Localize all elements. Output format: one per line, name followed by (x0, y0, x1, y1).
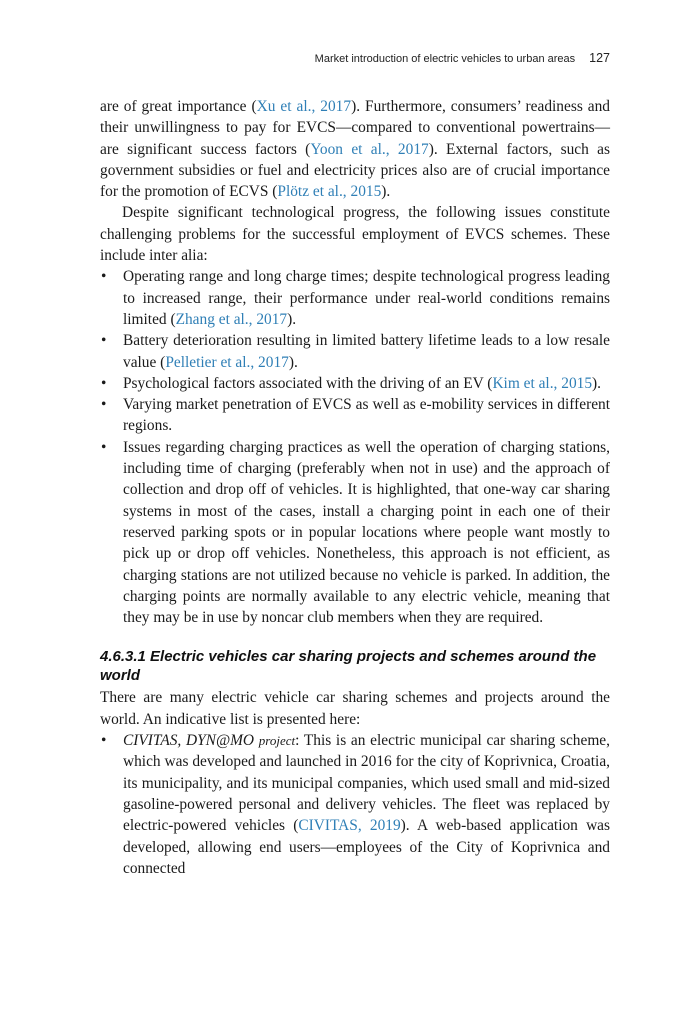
citation-xu-2017[interactable]: Xu et al., 2017 (256, 98, 352, 115)
text: Battery deterioration resulting in limited battery lifetime leads to a low resale value ( (123, 332, 610, 371)
list-item (100, 266, 610, 330)
text: Issues regarding charging practices as well the operation of charging stations, including time of charging (preferably when not in use) and the approach of collection and drop off of vehicles. It is highlighted, that one-way car sharing systems in most of the cases, install a charging point in each one of their reserved parking spots or in popular locations where people want mostly to pick up or drop off vehicles. Nonetheless, this approach is not efficient, as charging stations are not utilized because no vehicle is parked. In addition, the charging points are normally available to any electric vehicle, meaning that they may be in use by noncar club members when they are required. (123, 438, 610, 627)
list-item (100, 373, 610, 394)
citation-zhang-2017[interactable]: Zhang et al., 2017 (175, 310, 288, 328)
list-item (100, 437, 610, 629)
citation-kim-2015[interactable]: Kim et al., 2015 (492, 374, 593, 392)
projects-list (100, 730, 610, 879)
text: ). External factors, such as government subsidies or fuel and electricity prices also are of crucial importance for the promotion of ECVS ( (100, 140, 610, 201)
project-name: CIVITAS, DYN@MO (123, 732, 255, 750)
list-item (100, 330, 610, 373)
project-label: project (258, 733, 296, 749)
citation-pelletier-2017[interactable]: Pelletier et al., 2017 (165, 353, 289, 371)
issues-list (100, 266, 610, 628)
text: ). (287, 310, 297, 328)
list-item (100, 394, 610, 437)
text: are of great importance ( (100, 98, 257, 115)
running-header (315, 51, 610, 65)
paragraph-challenges: Despite significant technological progress, the following issues constitute challenging problems for the successful employment of EVCS schemes. These include inter alia: (100, 204, 610, 265)
citation-yoon-2017[interactable]: Yoon et al., 2017 (310, 140, 429, 158)
text: : This is an electric municipal car sharing scheme, which was developed and launched in 2016 for the city of Koprivnica, Croatia, its municipality, and its municipal companies, which used small and mid-sized gasoline-powered personal and delivery vehicles. The fleet was replaced by electric-powered vehicles ( (123, 732, 610, 835)
text: ). (381, 183, 391, 201)
text: Varying market penetration of EVCS as well as e-mobility services in different regions. (123, 396, 610, 435)
running-title: Market introduction of electric vehicles to urban areas (314, 53, 576, 65)
text: ). Furthermore, consumers’ readiness and their unwillingness to pay for EVCS—compared to conventional powertrains—are significant success factors ( (100, 98, 611, 158)
text: ). A web-based application was developed, allowing end users—employees of the City of Koprivnica and connected (123, 817, 611, 877)
section-heading: 4.6.3.1 Electric vehicles car sharing projects and schemes around the world (100, 648, 597, 685)
page-number: 127 (589, 51, 610, 65)
citation-civitas-2019[interactable]: CIVITAS, 2019 (298, 817, 401, 835)
text: Operating range and long charge times; despite technological progress leading to increased range, their performance under real-world conditions remains limited ( (123, 268, 610, 328)
text: Psychological factors associated with the driving of an EV ( (123, 374, 493, 392)
text: ). (592, 374, 602, 392)
citation-plotz-2015[interactable]: Plötz et al., 2015 (277, 183, 382, 201)
body-text (100, 96, 610, 879)
section-intro: There are many electric vehicle car sharing schemes and projects around the world. An indicative list is presented here: (100, 689, 610, 728)
list-item (100, 730, 610, 879)
text: ). (288, 353, 298, 371)
paragraph-consumer-readiness (100, 96, 610, 202)
